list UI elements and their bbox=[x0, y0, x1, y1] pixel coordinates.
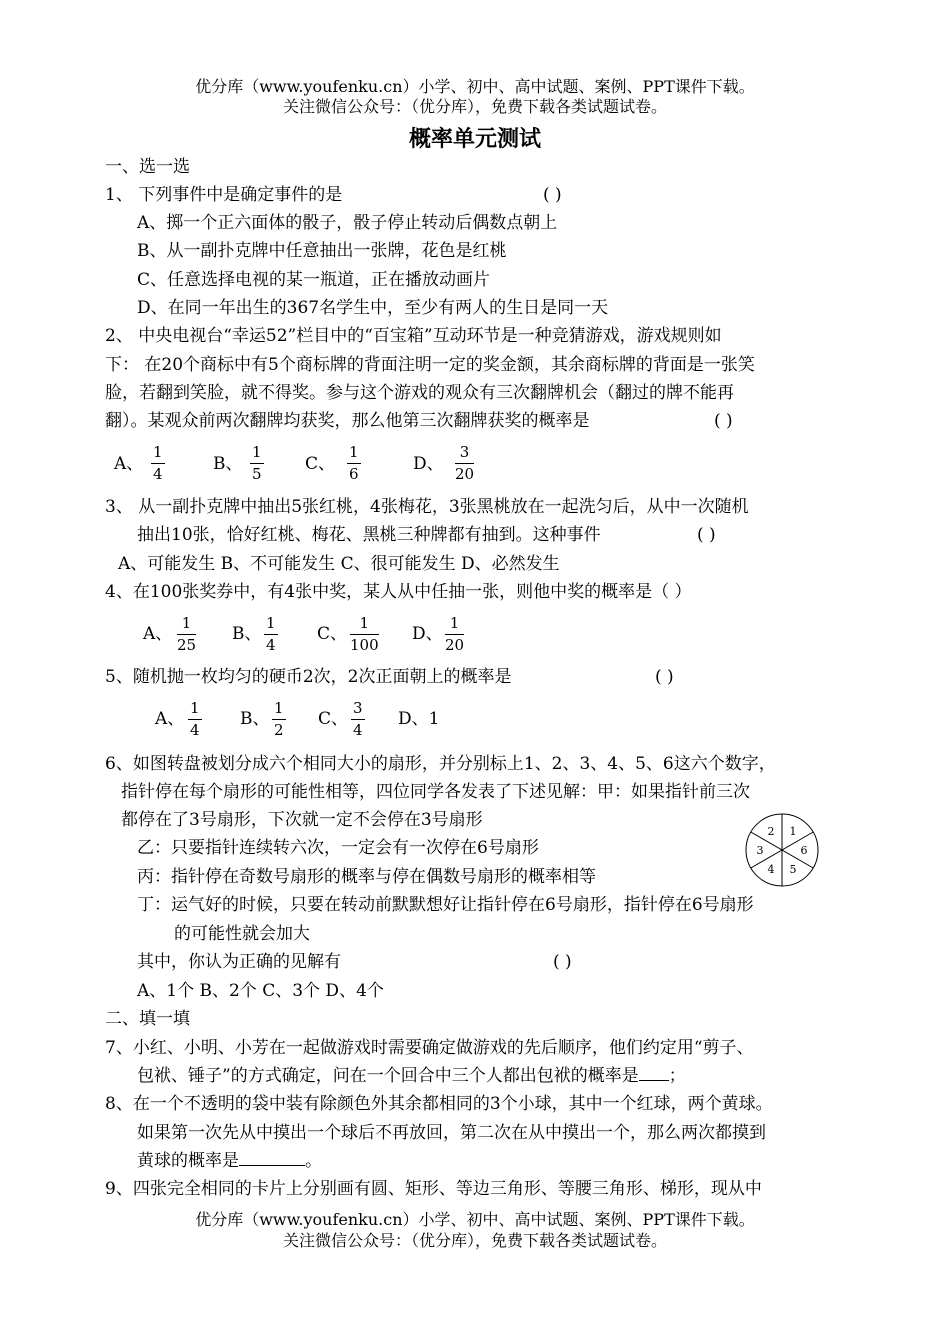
q5-fraction-a: $\frac{1}{4}$ bbox=[190, 699, 200, 739]
q8-line-1: 8、在一个不透明的袋中装有除颜色外其余都相同的3个小球，其中一个红球，两个黄球。 bbox=[105, 1094, 773, 1114]
header-line-1: 优分库（www.youfenku.cn）小学、初中、高中试题、案例、PPT课件下载。 bbox=[195, 77, 755, 96]
q9-line-1: 9、四张完全相同的卡片上分别画有圆、矩形、等边三角形、等腰三角形、梯形，现从中 bbox=[105, 1179, 762, 1199]
q6-opinion-bing: 丙：指针停在奇数号扇形的概率与停在偶数号扇形的概率相等 bbox=[137, 867, 596, 887]
q8-line-3-text: 黄球的概率是 bbox=[137, 1151, 239, 1171]
q2-fraction-a: $\frac{1}{4}$ bbox=[153, 443, 163, 483]
q4-fraction-b: $\frac{1}{4}$ bbox=[266, 614, 276, 654]
q4-option-a: A、 bbox=[143, 624, 173, 644]
q4-option-b: B、 bbox=[232, 624, 262, 644]
q7-line-2-end: ； bbox=[668, 1066, 686, 1086]
footer-line-2: 关注微信公众号：（优分库），免费下载各类试题试卷。 bbox=[282, 1231, 667, 1250]
q6-opinion-yi: 乙：只要指针连续转六次，一定会有一次停在6号扇形 bbox=[137, 838, 539, 858]
q3-answer-paren: ( ) bbox=[697, 525, 716, 545]
q5-fraction-c: $\frac{3}{4}$ bbox=[353, 699, 363, 739]
q1-option-b: B、从一副扑克牌中任意抽出一张牌，花色是红桃 bbox=[137, 241, 507, 261]
q4-stem: 4、在100张奖券中，有4张中奖，某人从中任抽一张，则他中奖的概率是（ ） bbox=[105, 582, 692, 602]
footer-line-1: 优分库（www.youfenku.cn）小学、初中、高中试题、案例、PPT课件下载。 bbox=[195, 1210, 755, 1229]
q7-line-2-text: 包袱、锤子”的方式确定，问在一个回合中三个人都出包袱的概率是 bbox=[137, 1066, 639, 1086]
section-heading-1: 一、选一选 bbox=[105, 157, 190, 177]
spinner-sector-label: 2 bbox=[767, 824, 775, 838]
q5-option-c: C、 bbox=[318, 709, 349, 729]
q4-fraction-c: $\frac{1}{100}$ bbox=[350, 614, 379, 654]
q4-option-c: C、 bbox=[317, 624, 348, 644]
q8-line-3 bbox=[137, 1153, 322, 1170]
q2-line-1: 2、 中央电视台“幸运52”栏目中的“百宝箱”互动环节是一种竞猜游戏，游戏规则如 bbox=[105, 326, 722, 346]
q8-line-2: 如果第一次先从中摸出一个球后不再放回，第二次在从中摸出一个，那么两次都摸到 bbox=[137, 1123, 766, 1143]
q5-option-b: B、 bbox=[240, 709, 270, 729]
q2-line-4: 翻）。某观众前两次翻牌均获奖，那么他第三次翻牌获奖的概率是 bbox=[105, 411, 590, 431]
q7-line-1: 7、小红、小明、小芳在一起做游戏时需要确定做游戏的先后顺序，他们约定用“剪子、 bbox=[105, 1038, 754, 1058]
q2-fraction-d: $\frac{3}{20}$ bbox=[455, 443, 475, 483]
q4-fraction-a: $\frac{1}{25}$ bbox=[177, 614, 197, 654]
q5-option-d: D、1 bbox=[398, 709, 440, 729]
q5-fraction-b: $\frac{1}{2}$ bbox=[274, 699, 284, 739]
q2-fraction-c: $\frac{1}{6}$ bbox=[349, 443, 359, 483]
spinner-sector-label: 1 bbox=[789, 824, 797, 838]
header-line-2: 关注微信公众号：（优分库），免费下载各类试题试卷。 bbox=[282, 97, 667, 116]
spinner-sector-label: 3 bbox=[756, 844, 764, 857]
q5-option-a: A、 bbox=[155, 709, 185, 729]
q1-option-d: D、在同一年出生的367名学生中，至少有两人的生日是同一天 bbox=[137, 298, 609, 318]
q7-answer-blank[interactable] bbox=[639, 1080, 669, 1081]
q1-option-c: C、任意选择电视的某一瓶道，正在播放动画片 bbox=[137, 270, 491, 290]
q5-stem: 5、随机抛一枚均匀的硬币2次，2次正面朝上的概率是 bbox=[105, 667, 512, 687]
spinner-sector-label: 5 bbox=[789, 863, 797, 877]
q1-option-a: A、掷一个正六面体的骰子，骰子停止转动后偶数点朝上 bbox=[137, 213, 558, 233]
q7-line-2 bbox=[137, 1068, 686, 1085]
q4-option-d: D、 bbox=[412, 624, 443, 644]
q6-line-1: 6、如图转盘被划分成六个相同大小的扇形，并分别标上1、2、3、4、5、6这六个数字， bbox=[105, 754, 776, 774]
page-title: 概率单元测试 bbox=[408, 127, 541, 152]
q6-line-3: 都停在了3号扇形，下次就一定不会停在3号扇形 bbox=[121, 810, 483, 830]
q2-option-a: A、 bbox=[114, 454, 144, 474]
q3-line-2: 抽出10张，恰好红桃、梅花、黑桃三种牌都有抽到。这种事件 bbox=[137, 525, 601, 545]
q3-options: A、可能发生 B、不可能发生 C、很可能发生 D、必然发生 bbox=[118, 554, 560, 574]
q2-line-3: 脸，若翻到笑脸，就不得奖。参与这个游戏的观众有三次翻牌机会（翻过的牌不能再 bbox=[105, 383, 734, 403]
q6-opinion-ding-1: 丁：运气好的时候，只要在转动前默默想好让指针停在6号扇形，指针停在6号扇形 bbox=[137, 895, 754, 915]
q2-fraction-b: $\frac{1}{5}$ bbox=[252, 443, 262, 483]
q3-line-1: 3、 从一副扑克牌中抽出5张红桃，4张梅花，3张黑桃放在一起洗匀后，从中一次随机 bbox=[105, 497, 749, 517]
section-heading-2: 二、填一填 bbox=[105, 1009, 190, 1029]
q2-line-2: 下： 在20个商标中有5个商标牌的背面注明一定的奖金额，其余商标牌的背面是一张笑 bbox=[105, 355, 755, 375]
q6-line-2: 指针停在每个扇形的可能性相等，四位同学各发表了下述见解：甲：如果指针前三次 bbox=[121, 782, 750, 802]
q8-answer-blank[interactable] bbox=[239, 1165, 305, 1166]
q6-ask: 其中，你认为正确的见解有 bbox=[137, 952, 341, 972]
q4-fraction-d: $\frac{1}{20}$ bbox=[445, 614, 465, 654]
q5-answer-paren: ( ) bbox=[655, 667, 674, 687]
q1-answer-paren: ( ) bbox=[543, 185, 562, 205]
q2-option-b: B、 bbox=[213, 454, 243, 474]
q6-answer-paren: ( ) bbox=[553, 952, 572, 972]
q6-opinion-ding-2: 的可能性就会加大 bbox=[174, 924, 310, 944]
q8-line-3-end: 。 bbox=[305, 1151, 322, 1171]
spinner-sector-label: 4 bbox=[767, 863, 775, 877]
q1-stem: 1、 下列事件中是确定事件的是 bbox=[105, 185, 343, 205]
q2-answer-paren: ( ) bbox=[714, 411, 733, 431]
q6-options: A、1个 B、2个 C、3个 D、4个 bbox=[137, 981, 384, 1001]
q2-option-d: D、 bbox=[413, 454, 444, 474]
spinner-sector-label: 6 bbox=[800, 844, 808, 857]
q2-option-c: C、 bbox=[305, 454, 336, 474]
spinner-wheel-diagram bbox=[744, 812, 820, 888]
